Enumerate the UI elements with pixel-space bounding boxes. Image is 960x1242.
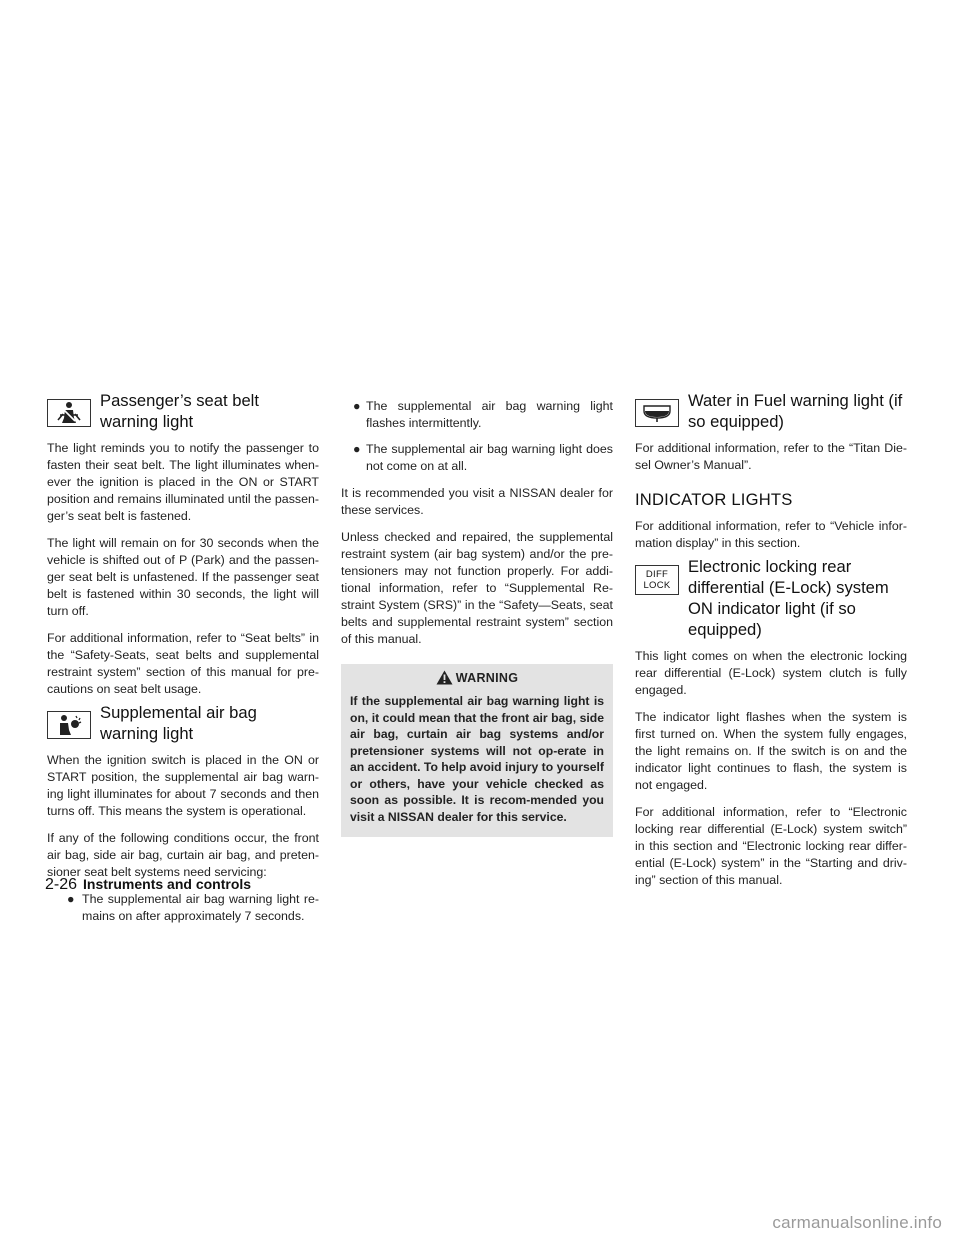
bullet-dot: ● [353,399,361,413]
warning-text: If the supplemental air bag warning light is on, it could mean that the front air bag, side air bag, curtain air bag systems and/or pretensioner systems will not op-erate in an accident. To help avoid injury to yourself or others, have your vehicle checked as soon as possible. It is recom-mended you visit a NISSAN dealer for this service. [350,694,604,824]
warning-triangle-icon [436,670,453,685]
bullet-dot: ● [353,442,361,456]
passenger-seatbelt-icon [47,399,91,427]
water-in-fuel-section-heading [635,391,907,432]
paragraph: For additional information, refer to “Electronic locking rear differential (E-Lock) system switch” in this section and “Electronic locking rear differ-ential (E-Lock) system” in the “Starting and driv-ing” section of this manual. [635,805,907,887]
list-item: ● The supplemental air bag warning light re-mains on after approximately 7 seconds. [67,892,319,923]
paragraph: For additional information, refer to “Vehicle infor-mation display” in this section. [635,519,907,550]
paragraph: This light comes on when the electronic locking rear differential (E-Lock) system clutch is fully engaged. [635,649,907,697]
diff-lock-heading: Electronic locking rear differential (E-Lock) system ON indicator light (if so equipped) [688,557,889,639]
bullet-dot: ● [67,892,75,906]
diff-lock-icon-line-2: LOCK [643,580,671,591]
paragraph: The light will remain on for 30 seconds when the vehicle is shifted out of P (Park) and the passen-ger seat belt is unfastened. If the passenger seat belt is fastened within 30 seconds, the light will turn off. [47,536,319,618]
column-1 [47,391,319,935]
footer-section-title: Instruments and controls [83,876,252,892]
water-in-fuel-heading: Water in Fuel warning light (if so equipped) [688,391,903,431]
paragraph: The indicator light flashes when the system is first turned on. When the system fully engages, the light remains on. If the switch is on and the indicator light continues to flash, the system is not engaged. [635,710,907,792]
column-3 [635,391,907,899]
paragraph: It is recommended you visit a NISSAN dealer for these services. [341,486,613,517]
airbag-condition-list-continued [341,398,613,475]
paragraph: Unless checked and repaired, the supplemental restraint system (air bag system) and/or the pre-tensioners may not function properly. For addi-tional information, refer to “Supplemental Re-straint System (SRS)” in the “Safety—Seats, seat belts and supplemental restraint system” section of this manual. [341,530,613,646]
column-2 [341,398,613,837]
airbag-section-heading [47,703,319,744]
water-in-fuel-icon [635,399,679,427]
paragraph: The light reminds you to notify the passenger to fasten their seat belt. The light illuminates when-ever the ignition is placed in the ON or START position and remains illuminated until the passen-ger’s seat belt is fastened. [47,441,319,523]
indicator-lights-heading: INDICATOR LIGHTS [635,490,793,509]
warning-box [341,664,613,837]
passenger-seatbelt-heading: Passenger’s seat belt warning light [100,391,259,431]
page-footer [45,876,251,894]
diff-lock-icon [635,565,679,595]
watermark: carmanualsonline.info [772,1213,942,1232]
diff-lock-icon-line-1: DIFF [645,569,669,580]
paragraph: When the ignition switch is placed in the ON or START position, the supplemental air bag warn-ing light illuminates for about 7 seconds and then turns off. This means the system is operational. [47,753,319,818]
passenger-seatbelt-section-heading [47,391,319,432]
warning-title: WARNING [455,670,519,685]
airbag-condition-list [47,891,319,925]
airbag-icon [47,711,91,739]
paragraph: If any of the following conditions occur, the front air bag, side air bag, curtain air bag, and preten-sioner seat belt systems need servicing: [47,831,319,879]
list-item: ● The supplemental air bag warning light does not come on at all. [353,442,613,473]
airbag-heading: Supplemental air bag warning light [100,703,257,743]
paragraph: For additional information, refer to the “Titan Die-sel Owner’s Manual”. [635,441,907,472]
list-item: ● The supplemental air bag warning light flashes intermittently. [353,399,613,430]
page-number: 2-26 [45,876,78,893]
paragraph: For additional information, refer to “Seat belts” in the “Safety-Seats, seat belts and supplemental restraint system” section of this manual for pre-cautions on seat belt usage. [47,631,319,696]
warning-header [350,670,604,685]
diff-lock-section-heading [635,557,907,640]
